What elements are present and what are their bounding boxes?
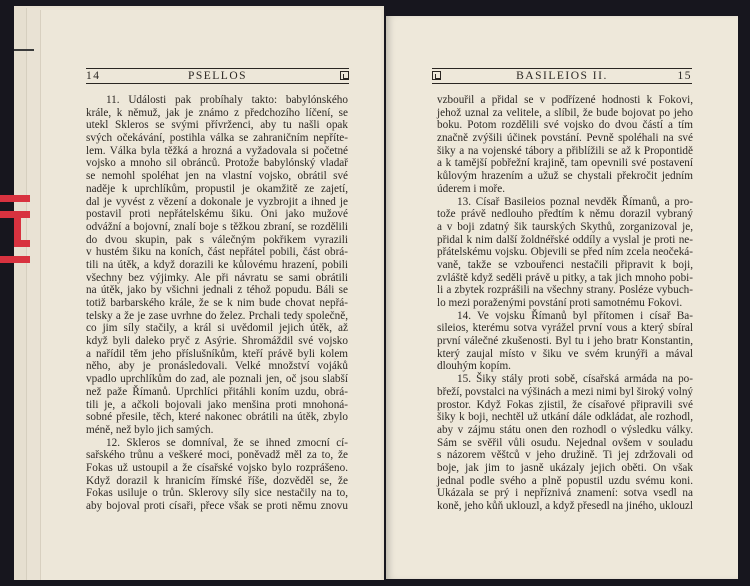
text-line: šiky a na vojenské tábory a přiblížili se až k Propontidě (437, 144, 693, 157)
text-line: a nařídil těm jeho příslušníkům, kteří právě byli kolem (86, 347, 348, 360)
text-line: boje, jak jim to jasně ukázaly jejich oběti. On však (437, 461, 693, 474)
running-header (432, 68, 692, 84)
text-line: než paže Římanů. Uprchlíci přitáhli koním uzdu, obrá- (86, 385, 348, 398)
text-line: přidal k nim další žoldnéřské oddíly a vyslal je proti ne- (437, 233, 693, 246)
right-page (386, 16, 738, 579)
text-line: totiž barbarského krále, že se k nim bude chovat nepřá- (86, 297, 348, 309)
text-line: na útěk, jako by všichni jednali z téhož popudu. Báli se (86, 284, 348, 297)
running-header (86, 68, 349, 84)
text-line: tili je, a ačkoli bojovali jako menšina proti mnohoná- (86, 398, 348, 411)
text-line: Ukázala se prý i nepříznivá znamení: sotva vsedl na (437, 487, 693, 500)
running-head-title: PSELLOS (187, 70, 248, 82)
text-line: Sám se svěřil vůli osudu. Nejednal ovšem v souladu (437, 436, 693, 449)
text-line: značně zvýšili účinek povstání. Pevně spoléhali na své (437, 132, 693, 145)
text-line: sobné přesile, těch, které nakonec obrátili na útěk, zbylo (86, 411, 348, 424)
text-line: krále, k němuž, jak je známo z předchozího líčení, se (86, 106, 348, 119)
text-line: postavil proti nepřátelskému šiku. Oni jako mužové (86, 208, 348, 221)
text-line: když byli daleko pryč z Asýrie. Shromáždil své vojsko (86, 335, 348, 348)
text-line: koně, jeho kůň uklouzl, a když přesedl na jiného, uklouzl (437, 500, 694, 512)
text-line: jednal podle svého a plně popustil uzdu svému koni. (437, 474, 693, 487)
text-line: a k tamější pobřežní krajině, tam opevnili své postavení (437, 157, 693, 170)
text-line: se nemohl spoléhat jen na vlastní vojsko, obrátil své (86, 170, 348, 183)
text-line: aby v zájmu státu onen den rozhodl o výsledku války. (437, 423, 693, 436)
page-number: 15 (677, 70, 692, 82)
underlying-page-rule (14, 49, 34, 51)
text-line: odvážní a bojovní, znalí boje s těžkou zbraní, se rozdělili (86, 220, 348, 233)
text-line: tože právě nedlouho předtím k němu dorazil vybraný (437, 208, 693, 221)
text-line: 15. Šiky stály proti sobě, císařská armáda na po- (457, 373, 693, 386)
text-line: tili na útěk, a když dorazili ke kůlovému hrazení, pobili (86, 258, 348, 271)
red-ornament-icon (0, 195, 32, 263)
text-line: v hustém šiku na koních, část nepřátel pobili, část obrá- (86, 246, 348, 259)
text-line: jehož uznal za velitele, a slíbil, že bude bojovat po jeho (437, 106, 693, 119)
text-line: naděje k uprchlíkům, propustil je okamžitě ze zajetí, (86, 182, 348, 195)
text-line: vojsko a mnoho sil obránců. Protože babylónský vladař (86, 157, 348, 170)
text-line: vzbouřil a přidal se v podřízené hodnosti k Fokovi, (437, 94, 693, 106)
text-line: dal je vyvést z vězení a dokonale je vyzbrojit a ihned je (86, 195, 348, 208)
text-line: Fokas už ustoupil a že císařské vojsko bylo rozprášeno. (86, 461, 348, 474)
text-line: lem. Válka byla těžká a hrozná a vyžadovala si početné (86, 144, 348, 157)
text-line: 12. Skleros se domníval, že se ihned zmocní cí- (106, 436, 348, 449)
text-line: aby bojoval proti císaři, přece však se proti němu znovu (86, 500, 348, 512)
text-line: méně, než bylo jich samých. (86, 423, 214, 436)
text-line: boku. Potom rozdělili své vojsko do dvou částí a tím (437, 119, 693, 132)
text-line: přátelskému vojsku. Objevili se před ním zcela neočeká- (437, 246, 693, 259)
text-line: a v boji zdatný šik taurských Skythů, zorganizoval je, (437, 220, 693, 233)
publisher-mark-icon (340, 71, 349, 80)
body-text (86, 94, 348, 513)
text-line: 13. Císař Basileios poznal nevděk Římanů, a pro- (457, 195, 693, 208)
body-text (437, 94, 693, 513)
text-line: do dvou skupin, pak s válečným pokřikem vyrazili (86, 233, 348, 246)
text-line: dlouhým kopím. (437, 360, 511, 373)
text-line: vaně, takže se vzbouřenci nestačili připravit k boji, (437, 258, 693, 271)
text-line: kůlovým hrazením a užuž se chystali překročit jedním (437, 170, 693, 183)
text-line: co jim síly stačily, a král si uvědomil jejich útěk, až (86, 322, 348, 335)
text-line: vpadlo uprchlíkům do zad, ale poznali jen, oč jsou slabší (86, 373, 348, 386)
text-line: první válečné zkušenosti. Byl tu i jeho bratr Konstantin, (437, 335, 693, 348)
page-number: 14 (86, 70, 101, 82)
text-line: všechny bez výjimky. Ale při návratu se sami obrátili (86, 271, 348, 284)
text-line: sileios, kterému sotva vyrážel první vous a který sbíral (437, 322, 693, 335)
text-line: něho, aby je pronásledovali. Velké množství vojáků (86, 360, 348, 373)
text-line: lo mezi poraženými povstání proti samotnému Fokovi. (437, 297, 683, 309)
text-line: 11. Události pak probíhaly takto: babylónského (106, 94, 348, 106)
running-head-title: BASILEIOS II. (516, 70, 608, 82)
left-page (40, 10, 381, 580)
text-line: prostor. Když Fokas zjistil, že císařové připravili své (437, 398, 693, 411)
text-line: úderem i moře. (437, 182, 506, 195)
text-line: telsky a že je zase uvrhne do želez. Prchali tedy společně, (86, 309, 348, 322)
text-line: utekl Skleros se svými přívrženci, aby tu našli opak (86, 119, 348, 132)
text-line: li a zbytek rozprášili na všechny strany. Posléze vybuch- (437, 284, 693, 297)
text-line: břeží, povstalci na výšinách a mezi nimi byl široký volný (437, 385, 694, 398)
text-line: sařského trůnu a veškeré moci, poněvadž měl za to, že (86, 449, 348, 462)
text-line: Fokas usiluje o trůn. Sklerovy síly sice nestačily na to, (86, 487, 348, 500)
text-line: svých očekávání, postihla válka se zahraničním nepříte- (86, 132, 348, 145)
text-line: šiky k boji, nechtěl už utkání dále odkládat, ale rozhodl, (437, 411, 693, 424)
text-line: s názorem věštců v jeho družině. Ti jej zdržovali od (437, 449, 693, 462)
text-line: 14. Ve vojsku Římanů byl přítomen i císař Ba- (457, 309, 693, 322)
text-line: Když dorazil k hranicím římské říše, dozvěděl se, že (86, 474, 348, 487)
text-line: který zaujal místo v šiku ve svém krunýři a mával (437, 347, 693, 360)
text-line: zvláště když seděli právě u pitky, a tak jich mnoho pobi- (437, 271, 693, 284)
